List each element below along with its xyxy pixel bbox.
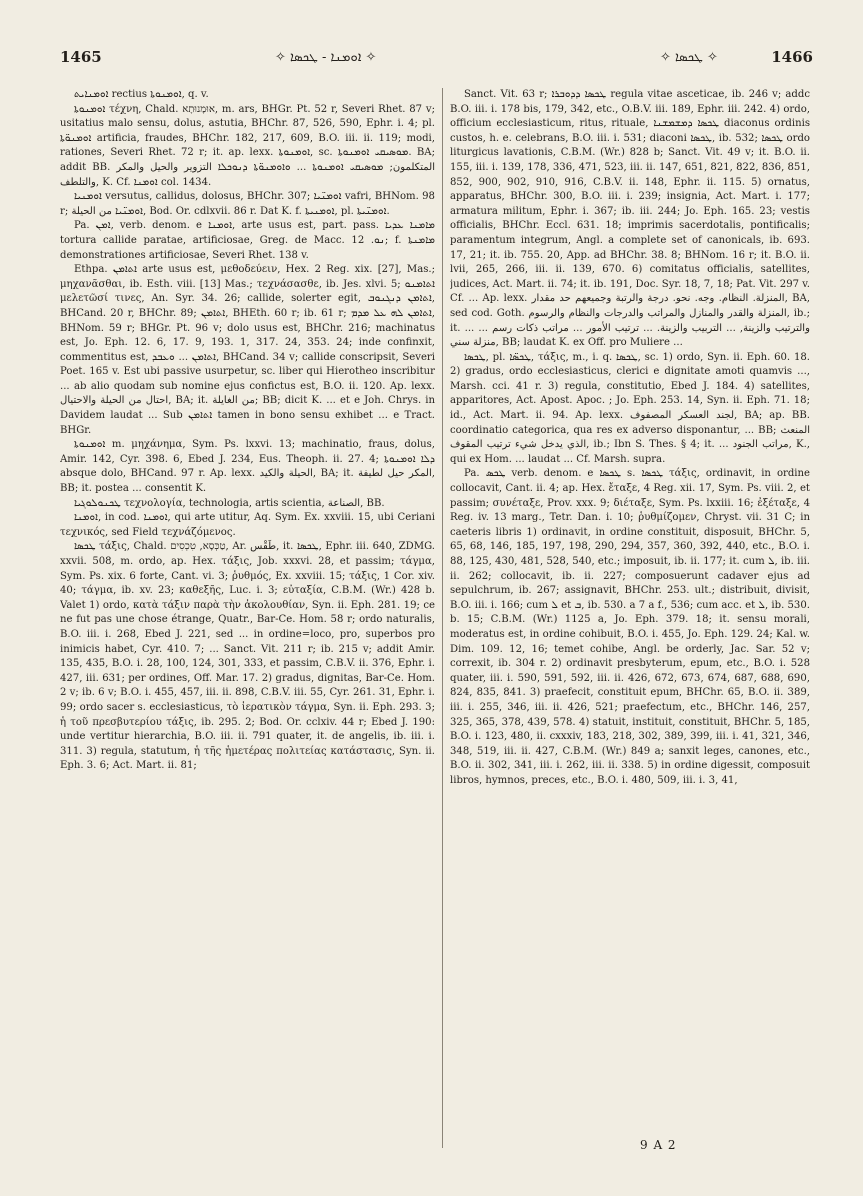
signature-mark: 9 A 2 <box>640 1138 677 1152</box>
dictionary-entry: ܐܘܡܢܐ, in cod. ܐܘܡܢܐ, qui arte utitur, Aq. Sym. Ex. xxviii. 15, ubi Ceriani τεχνικός, sed Field τεχνάζόμενος. <box>60 512 435 538</box>
left-running-head: ✧ ܐܘܡܢܐ - ܛܟܣܐ ✧ <box>275 50 377 65</box>
dictionary-entry: Sanct. Vit. 63 r; ܛܟܣܐ ܕܕܘܒܪܐ regula vitae asceticae, ib. 246 v; addc B.O. iii. i. 178 bis, 179, 342, etc., O.B.V. iii. 189, Ephr. iii. 242. 4) ordo, officium ecclesiasticum, ritus, rituale, ܛܟܣܐ ܕܡܫܡܫܢܐ diaconus ordinis custos, h. e. celebrans, B.O. iii. i. 531; diaconi ܛܟܣܐ, ib. 532; ܛܟܣܐ ordo liturgicus lavationis, C.B.M. (Wr.) 828 b; Sanct. Vit. 49 v; it. B.O. ii. 155, iii. i. 139, 178, 336, 471, 523, iii. ii. 147, 651, 821, 822, 836, 851, 852, 900, 902, 910, 916, C.B.V. ii. 148, Ephr. ii. 115. 5) ornatus, apparatus, BHChr. 300, B.O. iii. i. 239; insignia, Act. Mart. i. 177; armatura militum, Ephr. i. 367; ib. iii. 244; Jo. Eph. 165. 23; vestis officialis, BHChr. Eccl. 631. 18; imprimis sacerdotalis, pontificalis; paramentum integrum, Angl. a complete set of canonicals, ib. 693. 17, 21; it. ib. 755. 20, App. ad BHChr. 38. 8; BHNom. 16 r; it. B.O. ii. lvii, 265, 266, iii. ii. 139, 670. 6) comitatus officialis, satellites, judices, Act. Mart. ii. 74; it. ib. 191, Doc. Syr. 18, 7, 18; Pat. Vit. 297 v. Cf. ... Ap. lexx. المنزلة. النظام. وجه. نحو. درجة والرتبة وجميعهم حد مقدار, BA, sed cod. Goth. المنزلة والقدر والمنازل والمراتب والدرجات والنظام والرسوم, ib.; it. ... والترتيب والزينة, ... التربيب والزينة. ... ترتيب الأمور ... مراتب ذكات رسم ... منزلة سني, BB; laudat K. ex Off. pro Muliere ... <box>450 89 810 349</box>
right-running-head: ✧ ܛܟܣܐ ✧ <box>660 50 718 65</box>
dictionary-entry: ܛܟܣܐ τάξις, Chald. טַכְּסָא, טִכְסִים, Ar. طَقْس, it. ܛܟܣܐ, Ephr. iii. 640, ZDMG. xxvii. 508, m. ordo, ap. Hex. τάξις, Job. xxxvi. 28, et passim; τάγμα, Sym. Ps. xix. 6 forte, Cant. vi. 3; ῥυθμός, Ex. xxviii. 15; τάξις, 1 Cor. xiv. 40; τάγμα, ib. xv. 23; καθεξῆς, Luc. i. 3; εὐταξία, C.B.M. (Wr.) 428 b. Valet 1) ordo, κατὰ τάξιν παρὰ τὴν ἀκολουθίαν, Syn. ii. Eph. 281. 19; ce ne fut pas une chose étrange, Quatr., Bar-Ce. Hom. 58 r; ordo naturalis, B.O. iii. i. 268, Ebed J. 221, sed ... in ordine=loco, pro, superbos pro inimicis habet, Cyr. 410. 7; ... Sanct. Vit. 211 r; ib. 215 v; addit Amir. 135, 435, B.O. i. 28, 100, 124, 301, 333, et passim, C.B.V. ii. 376, Ephr. i. 427, iii. 631; per ordines, Off. Mar. 17. 2) gradus, dignitas, Bar-Ce. Hom. 2 v; ib. 6 v; B.O. i. 455, 457, iii. ii. 898, C.B.V. iii. 55, Cyr. 261. 31, Ephr. i. 99; ordo sacer s. ecclesiasticus, τὸ ἱερατικὸν τάγμα, Syn. ii. Eph. 293. 3; ἡ τοῦ πρεσβυτερίου τάξις, ib. 295. 2; Bod. Or. cclxiv. 44 r; Ebed J. 190: unde vertitur hierarchia, B.O. iii. ii. 791 quater, it. de angelis, ib. iii. i. 311. 3) regula, statutum, ἡ τῆς ἡμετέρας πολιτείας κατάστασις, Syn. ii. Eph. 3. 6; Act. Mart. ii. 81; <box>60 541 435 772</box>
page-header <box>60 48 813 76</box>
dictionary-entry: ܐܘܡܢܘܬܐ τέχνη, Chald. אוּמָנוּתָא, m. ars, BHGr. Pt. 52 r, Severi Rhet. 87 v; usitatius malo sensu, dolus, astutia, BHChr. 87, 526, 590, Ephr. i. 4; pl. ܐܘܡܢܘ̈ܬܐ artificia, fraudes, BHChr. 182, 217, 609, B.O. iii. ii. 119; modi, rationes, Severi Rhet. 72 r; it. ap. lexx. ܐܘܡܢܘܬܐ, sc. ܡܘܣܝܩܝ ܐܘܡܢܘܬܐ. BA; addit BB. المتكلمون; ܡܘܣܝܩܝ ܐܘܡܢܘܬܐ ... ܘܐܘܡܢܘ̈ܬܐ ܕܢܘܟܠܐ التزوير والحيل والمكر والتلطف, K. Cf. ܐܘܡܢܐ col. 1434. <box>60 103 435 188</box>
dictionary-entry: Ethpa. ܐܬܐܡܢ arte usus est, μεθοδεύειν, Hex. 2 Reg. xix. [27], Mas.; μηχανᾶσθαι, ib. Esth. viii. [13] Mas.; τεχνάσασθε, ib. Jes. xlvi. 5; ܐܬܐܡܢܘ μελετῶσί τινες, An. Syr. 34. 26; callide, solerter egit, ܐܬܐܡܢ ܕܢܓܢܘܒ, BHCand. 20 r, BHChr. 89; ܐܬܐܡܢ, BHEth. 60 r; ib. 61 r; ܐܬܐܡܢ ܠܗ ܥܠ ܡܕܡ, BHNom. 59 r; BHGr. Pt. 96 v; dolo usus est, BHChr. 216; machinatus est, Jo. Eph. 12. 6, 17. 9, 193. 1, 317. 24, 353. 24; inde confinxit, commentitus est, ܐܬܐܡܢ ... ܘܥܒܕ, BHCand. 34 v; callide conscripsit, Severi Poet. 165 v. Est ubi passive usurpetur, sc. liber qui Hierotheo inscribitur ... ab alio quodam sub nomine ejus confictus est, B.O. ii. 120. Ap. lexx. احتال من الحيلة والاحتيال, BA; it. من الغايلة; BB; dicit K. ... et e Joh. Chrys. in Davidem laudat ... Sub ܐܬܐܡܢ tamen in bono sensu exhibet ... e Tract. BHGr. <box>60 264 435 436</box>
dictionary-entry: Pa. ܐܡܢ, verb. denom. e ܐܘܡܢܐ, arte usus est, part. pass. ܡܐܡܢܐ ܥܕܝܐ tortura callide paratae, artificiosae, Greg. de Macc. ܢܘ. 12; f. ܡܐܡܢܬܐ demonstrationes artificiosae, Severi Rhet. 138 v. <box>60 220 435 261</box>
dictionary-entry: ܛܟܢܘܠܘܓܝܐ τεχνολογία, technologia, artis scientia, الصناعة, BB. <box>74 497 385 509</box>
right-page-number: 1466 <box>771 48 813 66</box>
column-divider <box>442 88 443 1148</box>
dictionary-entry: ܐܘܡܢܝܐ versutus, callidus, dolosus, BHChr. 307; ܐܘܡܢ̈ܝܐ vafri, BHNom. 98 r; ܐܘܡܢ̈ܝܐ من الحيلة, Bod. Or. cdlxvii. 86 r. Dat K. f. ܐܘܡܢܝܬܐ, pl. ܐܘܡܢ̈ܝܬܐ. <box>60 191 435 217</box>
right-column <box>450 88 810 1138</box>
dictionary-entry: Pa. ܛܟܣ verb. denom. e ܛܟܣܐ s. ܛܟܣܐ τάξις, ordinavit, in ordine collocavit, Cant. ii. 4; ap. Hex. ἔταξε, 4 Reg. xii. 17, Sym. Ps. viii. 2, et passim; συνέταξε, Prov. xxx. 9; διέταξε, Sym. Ps. lxxiii. 16; ἐξέταξε, 4 Reg. iv. 13 marg., Tetr. Dan. i. 10; ῥυθμίζομεν, Chryst. vii. 31 C; in caeteris libris 1) ordinavit, in ordine constituit, disposuit, BHChr. 5, 65, 68, 146, 185, 197, 198, 290, 294, 357, 360, 392, 440, etc., B.O. i. 88, 125, 430, 481, 528, 540, etc.; imposuit, ib. ii. 177; it. cum ܠ, ib. iii. ii. 262; collocavit, ib. ii. 227; composuerunt cadaver ejus ad sepulchrum, ib. 267; assignavit, BHChr. 253. ult.; distribuit, divisit, B.O. iii. i. 166; cum ܠ et ܒ, ib. 530. a 7 a f., 536; cum acc. et ܠ, ib. 530. b. 15; C.B.M. (Wr.) 1125 a, Jo. Eph. 379. 18; it. sensu morali, moderatus est, in ordine cohibuit, B.O. i. 455, Jo. Eph. 129. 24; Kal. w. Dim. 109. 12, 16; temet cohibe, Angl. be orderly, Jac. Sar. 52 v; correxit, ib. 304 r. 2) ordinavit presbyterum, epum, etc., B.O. i. 528 quater, iii. i. 590, 591, 592, iii. ii. 426, 672, 673, 674, 687, 688, 690, 824, 835, 841. 3) praefecit, constituit epum, BHChr. 65, B.O. ii. 389, iii. i. 255, 346, iii. ii. 426, 521; praefectum, etc., BHChr. 146, 257, 325, 365, 378, 439, 578. 4) statuit, instituit, constituit, BHChr. 5, 185, B.O. i. 123, 480, ii. cxxxiv, 183, 218, 302, 389, 399, iii. i. 41, 321, 346, 348, 519, iii. ii. 427, C.B.M. (Wr.) 849 a; sanxit leges, canones, etc., B.O. ii. 302, 341, iii. i. 262, iii. ii. 338. 5) in ordine digessit, composuit libros, hymnos, preces, etc., B.O. i. 480, 509, iii. i. 3, 41, <box>450 468 810 786</box>
left-column <box>60 88 435 1138</box>
left-page-number: 1465 <box>60 48 102 66</box>
dictionary-entry: ܐܘܡܢܘܬܐ m. μηχάνημα, Sym. Ps. lxxvi. 13; machinatio, fraus, dolus, Amir. 142, Cyr. 398. 6, Ebed J. 234, Eus. Theoph. ii. 27. 4; ܕܠܐ ܐܘܡܢܘܬܐ absque dolo, BHCand. 97 r. Ap. lexx. الحيلة والكيد, BA; it. المكر حيل لطيفة, BB; it. postea ... consentit K. <box>60 439 435 495</box>
dictionary-entry: ܐܘܡܢܐܝܬ rectius ܐܘܡܢܘܬܐ, q. v. <box>74 89 209 100</box>
dictionary-entry: ܛܟܣܐ, pl. ܛܟܣ̈ܐ, τάξις, m., i. q. ܛܟܣܐ, sc. 1) ordo, Syn. ii. Eph. 60. 18. 2) gradus, ordo ecclesiasticus, clerici e dignitate amoti quamvis ..., Marsh. cci. 41 r. 3) regula, constitutio, Ebed J. 184. 4) satellites, apparitores, Act. Apost. Apoc. ; Jo. Eph. 253. 14, Syn. ii. Eph. 71. 18; id., Act. Mart. ii. 94. Ap. lexx. لجند العسكر المصفوف, BA; ap. BB. coordinatio categorica, qua res ex adverso disponantur, ... BB; المنعث الذي يدخل شيء ترتيب المقوف, ib.; Ibn S. Thes. § 4; it. ... مراتب الجنود, K., qui ex Hom. ... laudat ... Cf. Marsh. supra. <box>450 351 810 465</box>
